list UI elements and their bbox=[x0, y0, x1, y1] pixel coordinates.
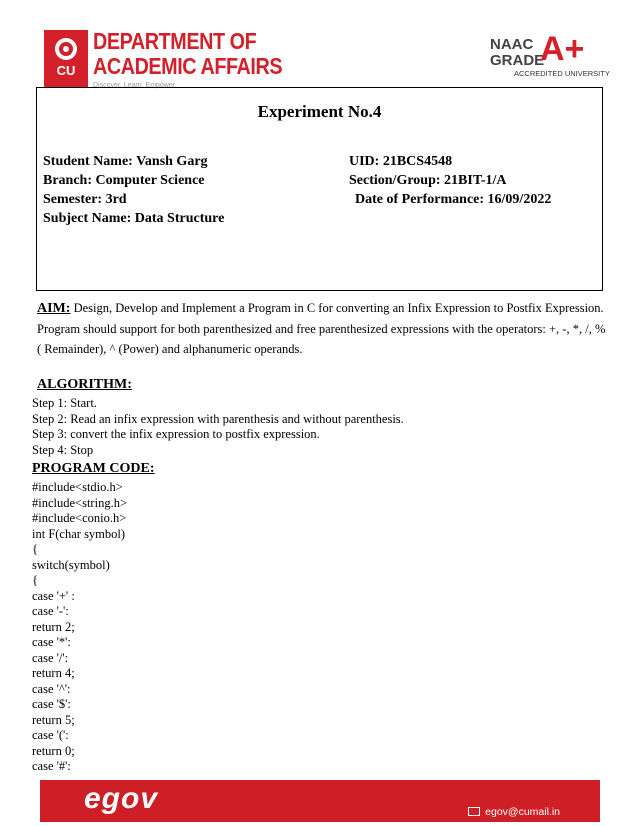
subject-name: Subject Name: Data Structure bbox=[43, 211, 225, 226]
egov-logo: egov bbox=[84, 782, 159, 815]
cu-logo bbox=[44, 30, 88, 88]
naac-line2: GRADE bbox=[490, 52, 545, 69]
aim-label: AIM: bbox=[37, 301, 71, 316]
naac-grade: A+ bbox=[540, 30, 585, 68]
code-line: #include<string.h> bbox=[32, 495, 127, 510]
code-line: #include<stdio.h> bbox=[32, 480, 123, 494]
dept-line1: DEPARTMENT OF bbox=[93, 28, 257, 54]
code-line: int F(char symbol) bbox=[32, 526, 126, 541]
program-code bbox=[32, 480, 127, 775]
aim-section bbox=[37, 298, 607, 359]
code-line: return 5; bbox=[32, 712, 75, 727]
date-of-performance: Date of Performance: 16/09/2022 bbox=[355, 192, 552, 207]
code-line: { bbox=[32, 542, 38, 556]
footer-email[interactable] bbox=[468, 806, 560, 818]
tagline: Discover. Learn. Empower. bbox=[93, 82, 177, 89]
code-line: case '(': bbox=[32, 728, 69, 742]
code-line: case '#': bbox=[32, 759, 71, 773]
mail-icon bbox=[468, 807, 480, 816]
algorithm-step: Step 2: Read an infix expression with parenthesis and without parenthesis. bbox=[32, 411, 404, 426]
code-line: case '*': bbox=[32, 635, 71, 649]
code-line: case '$': bbox=[32, 697, 71, 711]
naac-line1: NAAC bbox=[490, 36, 534, 53]
code-line: case '^': bbox=[32, 681, 71, 696]
code-line: return 2; bbox=[32, 619, 75, 634]
department-title bbox=[93, 29, 282, 79]
logo-text: CU bbox=[56, 63, 76, 78]
code-line: case '+' : bbox=[32, 588, 75, 603]
experiment-title: Experiment No.4 bbox=[257, 102, 382, 121]
algorithm-steps bbox=[32, 396, 404, 458]
experiment-info-box bbox=[36, 87, 603, 291]
code-line: return 0; bbox=[32, 743, 75, 758]
algorithm-step: Step 4: Stop bbox=[32, 442, 94, 457]
student-name: Student Name: Vansh Garg bbox=[43, 154, 208, 169]
section-group: Section/Group: 21BIT-1/A bbox=[349, 173, 507, 188]
footer-email-text: egov@cumail.in bbox=[485, 806, 560, 818]
semester: Semester: 3rd bbox=[43, 192, 127, 207]
dept-line2: ACADEMIC AFFAIRS bbox=[93, 53, 283, 79]
footer-bar bbox=[40, 780, 600, 822]
code-line: switch(symbol) bbox=[32, 557, 110, 572]
code-line: #include<conio.h> bbox=[32, 511, 127, 525]
naac-accredited: ACCREDITED UNIVERSITY bbox=[514, 69, 610, 78]
aim-text: Design, Develop and Implement a Program in C for converting an Infix Expression to Postfix Expression. Program should support for both parenthesized and free parenthesized expressions with the operators: +, -, *, /, %( Remainder), ^ (Power) and alphanumeric operands. bbox=[37, 301, 606, 356]
code-line: case '-': bbox=[32, 604, 69, 618]
algorithm-step: Step 3: convert the infix expression to postfix expression. bbox=[32, 427, 320, 441]
code-line: case '/': bbox=[32, 650, 69, 665]
algorithm-step: Step 1: Start. bbox=[32, 396, 97, 410]
program-code-heading: PROGRAM CODE: bbox=[32, 461, 155, 476]
branch: Branch: Computer Science bbox=[43, 173, 205, 188]
code-line: return 4; bbox=[32, 666, 75, 680]
algorithm-heading: ALGORITHM: bbox=[37, 377, 132, 392]
uid: UID: 21BCS4548 bbox=[349, 154, 453, 169]
code-line: { bbox=[32, 573, 38, 587]
